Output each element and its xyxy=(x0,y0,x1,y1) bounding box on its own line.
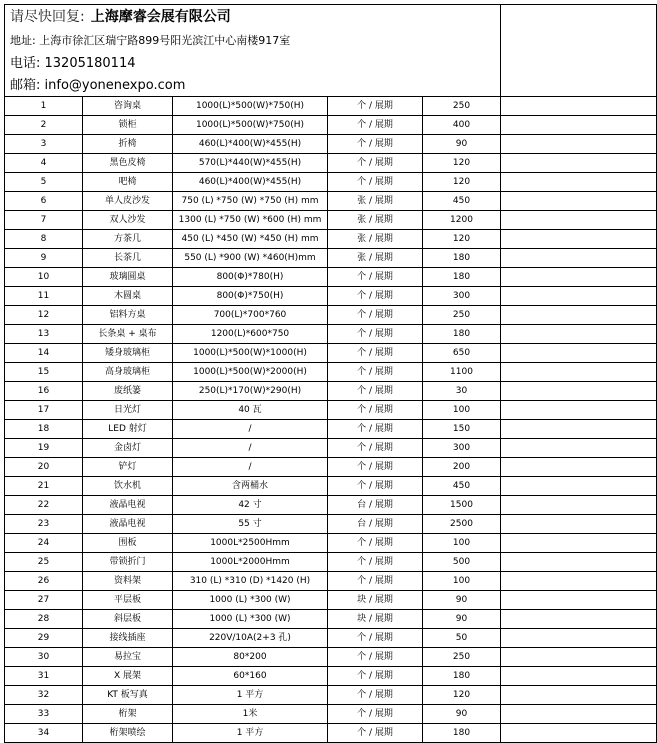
item-name: 咨询桌 xyxy=(83,97,173,116)
item-spec: 1000(L)*500(W)*750(H) xyxy=(173,97,328,116)
item-unit: 张 / 展期 xyxy=(328,249,423,268)
reply-cell xyxy=(5,5,501,31)
item-spec: 700(L)*700*760 xyxy=(173,306,328,325)
item-unit: 个 / 展期 xyxy=(328,401,423,420)
blank-cell xyxy=(501,325,657,344)
table-row xyxy=(5,173,657,192)
item-spec: 800(Φ)*780(H) xyxy=(173,268,328,287)
item-spec: 1000(L)*500(W)*2000(H) xyxy=(173,363,328,382)
item-number: 33 xyxy=(5,705,83,724)
item-unit: 个 / 展期 xyxy=(328,458,423,477)
table-row xyxy=(5,401,657,420)
item-number: 18 xyxy=(5,420,83,439)
item-unit: 个 / 展期 xyxy=(328,382,423,401)
item-name: 废纸篓 xyxy=(83,382,173,401)
item-price: 30 xyxy=(423,382,501,401)
item-spec: 1000L*2500Hmm xyxy=(173,534,328,553)
item-price: 250 xyxy=(423,306,501,325)
item-price: 90 xyxy=(423,610,501,629)
item-spec: 60*160 xyxy=(173,667,328,686)
item-name: 带锁折门 xyxy=(83,553,173,572)
item-number: 4 xyxy=(5,154,83,173)
blank-cell xyxy=(501,344,657,363)
item-name: 金卤灯 xyxy=(83,439,173,458)
item-number: 22 xyxy=(5,496,83,515)
table-row xyxy=(5,629,657,648)
item-number: 23 xyxy=(5,515,83,534)
item-unit: 个 / 展期 xyxy=(328,154,423,173)
item-name: 铲灯 xyxy=(83,458,173,477)
item-price: 400 xyxy=(423,116,501,135)
item-price: 1200 xyxy=(423,211,501,230)
item-unit: 个 / 展期 xyxy=(328,287,423,306)
item-spec: 1000(L)*500(W)*750(H) xyxy=(173,116,328,135)
blank-cell xyxy=(501,306,657,325)
item-name: 桁架 xyxy=(83,705,173,724)
item-unit: 个 / 展期 xyxy=(328,420,423,439)
item-number: 25 xyxy=(5,553,83,572)
table-row xyxy=(5,116,657,135)
blank-cell xyxy=(501,249,657,268)
item-spec: 40 瓦 xyxy=(173,401,328,420)
blank-cell xyxy=(501,572,657,591)
item-spec: 1000 (L) *300 (W) xyxy=(173,610,328,629)
item-spec: 1米 xyxy=(173,705,328,724)
item-number: 29 xyxy=(5,629,83,648)
item-price: 250 xyxy=(423,97,501,116)
item-name: 双人沙发 xyxy=(83,211,173,230)
item-name: X 展架 xyxy=(83,667,173,686)
item-price: 120 xyxy=(423,173,501,192)
item-name: 长茶几 xyxy=(83,249,173,268)
item-name: 长条桌 + 桌布 xyxy=(83,325,173,344)
table-row xyxy=(5,249,657,268)
item-number: 15 xyxy=(5,363,83,382)
table-row xyxy=(5,667,657,686)
item-number: 3 xyxy=(5,135,83,154)
blank-cell xyxy=(501,211,657,230)
item-number: 7 xyxy=(5,211,83,230)
item-number: 20 xyxy=(5,458,83,477)
price-sheet xyxy=(4,4,656,743)
item-number: 9 xyxy=(5,249,83,268)
table-row xyxy=(5,268,657,287)
item-number: 13 xyxy=(5,325,83,344)
item-number: 6 xyxy=(5,192,83,211)
blank-cell xyxy=(501,724,657,743)
table-row xyxy=(5,287,657,306)
item-spec: 80*200 xyxy=(173,648,328,667)
item-number: 28 xyxy=(5,610,83,629)
table-row xyxy=(5,230,657,249)
item-name: LED 射灯 xyxy=(83,420,173,439)
item-spec: 550 (L) *900 (W) *460(H)mm xyxy=(173,249,328,268)
item-price: 180 xyxy=(423,325,501,344)
item-unit: 个 / 展期 xyxy=(328,173,423,192)
item-number: 8 xyxy=(5,230,83,249)
item-price: 90 xyxy=(423,705,501,724)
item-spec: 1 平方 xyxy=(173,724,328,743)
item-unit: 个 / 展期 xyxy=(328,268,423,287)
blank-cell xyxy=(501,97,657,116)
item-price: 250 xyxy=(423,648,501,667)
item-name: 矮身玻璃柜 xyxy=(83,344,173,363)
email-text: 邮箱: info@yonenexpo.com xyxy=(10,77,186,93)
blank-cell xyxy=(501,230,657,249)
table-row xyxy=(5,458,657,477)
item-unit: 台 / 展期 xyxy=(328,515,423,534)
table-row xyxy=(5,97,657,116)
item-spec: 570(L)*440(W)*455(H) xyxy=(173,154,328,173)
blank-cell xyxy=(501,287,657,306)
table-row xyxy=(5,724,657,743)
item-spec: 750 (L) *750 (W) *750 (H) mm xyxy=(173,192,328,211)
blank-cell xyxy=(501,648,657,667)
item-price: 2500 xyxy=(423,515,501,534)
table-row xyxy=(5,325,657,344)
blank-cell xyxy=(501,135,657,154)
blank-cell xyxy=(501,382,657,401)
table-row xyxy=(5,553,657,572)
item-price: 200 xyxy=(423,458,501,477)
item-unit: 个 / 展期 xyxy=(328,667,423,686)
item-spec: / xyxy=(173,420,328,439)
item-name: 折椅 xyxy=(83,135,173,154)
item-number: 1 xyxy=(5,97,83,116)
item-name: 锁柜 xyxy=(83,116,173,135)
table-row xyxy=(5,705,657,724)
item-spec: 800(Φ)*750(H) xyxy=(173,287,328,306)
item-price: 100 xyxy=(423,572,501,591)
item-unit: 个 / 展期 xyxy=(328,572,423,591)
item-price: 180 xyxy=(423,667,501,686)
item-price: 90 xyxy=(423,135,501,154)
item-price: 1500 xyxy=(423,496,501,515)
item-name: 桁架喷绘 xyxy=(83,724,173,743)
item-number: 30 xyxy=(5,648,83,667)
blank-cell xyxy=(501,534,657,553)
item-unit: 个 / 展期 xyxy=(328,325,423,344)
table-row xyxy=(5,135,657,154)
table-row xyxy=(5,344,657,363)
item-price: 100 xyxy=(423,534,501,553)
item-name: 平层板 xyxy=(83,591,173,610)
item-price: 50 xyxy=(423,629,501,648)
table-row xyxy=(5,154,657,173)
item-unit: 个 / 展期 xyxy=(328,135,423,154)
blank-cell xyxy=(501,667,657,686)
item-unit: 个 / 展期 xyxy=(328,477,423,496)
item-spec: / xyxy=(173,439,328,458)
item-price: 100 xyxy=(423,401,501,420)
item-unit: 个 / 展期 xyxy=(328,306,423,325)
item-number: 24 xyxy=(5,534,83,553)
item-unit: 个 / 展期 xyxy=(328,97,423,116)
item-unit: 个 / 展期 xyxy=(328,363,423,382)
item-number: 14 xyxy=(5,344,83,363)
item-number: 32 xyxy=(5,686,83,705)
item-name: 方茶几 xyxy=(83,230,173,249)
item-unit: 个 / 展期 xyxy=(328,724,423,743)
blank-cell xyxy=(501,705,657,724)
blank-cell xyxy=(501,439,657,458)
item-number: 34 xyxy=(5,724,83,743)
item-price: 120 xyxy=(423,230,501,249)
table-row xyxy=(5,211,657,230)
item-name: 木圆桌 xyxy=(83,287,173,306)
blank-cell xyxy=(501,686,657,705)
table-row xyxy=(5,192,657,211)
item-unit: 个 / 展期 xyxy=(328,439,423,458)
blank-cell xyxy=(501,154,657,173)
price-table xyxy=(4,4,657,743)
item-price: 450 xyxy=(423,192,501,211)
item-name: 吧椅 xyxy=(83,173,173,192)
item-name: 接线插座 xyxy=(83,629,173,648)
blank-cell xyxy=(501,515,657,534)
table-row xyxy=(5,686,657,705)
header-row-reply xyxy=(5,5,657,31)
item-price: 450 xyxy=(423,477,501,496)
item-price: 300 xyxy=(423,287,501,306)
item-unit: 台 / 展期 xyxy=(328,496,423,515)
table-row xyxy=(5,610,657,629)
item-name: 铝料方桌 xyxy=(83,306,173,325)
item-spec: / xyxy=(173,458,328,477)
address-cell xyxy=(5,30,501,52)
item-name: 高身玻璃柜 xyxy=(83,363,173,382)
item-unit: 张 / 展期 xyxy=(328,192,423,211)
item-spec: 含两桶水 xyxy=(173,477,328,496)
table-row xyxy=(5,534,657,553)
item-spec: 220V/10A(2+3 孔) xyxy=(173,629,328,648)
reply-label: 请尽快回复: xyxy=(10,8,85,25)
item-number: 2 xyxy=(5,116,83,135)
blank-cell xyxy=(501,420,657,439)
item-unit: 块 / 展期 xyxy=(328,591,423,610)
item-spec: 460(L)*400(W)*455(H) xyxy=(173,173,328,192)
item-unit: 个 / 展期 xyxy=(328,686,423,705)
blank-cell xyxy=(501,591,657,610)
blank-cell xyxy=(501,553,657,572)
item-spec: 250(L)*170(W)*290(H) xyxy=(173,382,328,401)
item-spec: 1 平方 xyxy=(173,686,328,705)
item-spec: 1000(L)*500(W)*1000(H) xyxy=(173,344,328,363)
item-unit: 个 / 展期 xyxy=(328,116,423,135)
item-number: 21 xyxy=(5,477,83,496)
header-blank-cell xyxy=(501,5,657,97)
item-unit: 个 / 展期 xyxy=(328,705,423,724)
blank-cell xyxy=(501,192,657,211)
item-number: 10 xyxy=(5,268,83,287)
table-row xyxy=(5,420,657,439)
item-name: 液晶电视 xyxy=(83,515,173,534)
table-row xyxy=(5,363,657,382)
table-row xyxy=(5,496,657,515)
item-number: 5 xyxy=(5,173,83,192)
table-row xyxy=(5,477,657,496)
item-spec: 460(L)*400(W)*455(H) xyxy=(173,135,328,154)
item-name: KT 板写真 xyxy=(83,686,173,705)
blank-cell xyxy=(501,458,657,477)
phone-text: 电话: 13205180114 xyxy=(10,55,136,71)
item-spec: 310 (L) *310 (D) *1420 (H) xyxy=(173,572,328,591)
blank-cell xyxy=(501,268,657,287)
address-text: 地址: 上海市徐汇区瑞宁路899号阳光滨江中心南楼917室 xyxy=(10,33,291,47)
blank-cell xyxy=(501,363,657,382)
item-price: 650 xyxy=(423,344,501,363)
item-name: 资料架 xyxy=(83,572,173,591)
item-price: 1100 xyxy=(423,363,501,382)
item-name: 饮水机 xyxy=(83,477,173,496)
item-name: 易拉宝 xyxy=(83,648,173,667)
blank-cell xyxy=(501,629,657,648)
blank-cell xyxy=(501,173,657,192)
item-spec: 450 (L) *450 (W) *450 (H) mm xyxy=(173,230,328,249)
item-name: 斜层板 xyxy=(83,610,173,629)
item-number: 31 xyxy=(5,667,83,686)
item-unit: 个 / 展期 xyxy=(328,629,423,648)
blank-cell xyxy=(501,116,657,135)
item-unit: 个 / 展期 xyxy=(328,553,423,572)
item-unit: 张 / 展期 xyxy=(328,211,423,230)
table-row xyxy=(5,591,657,610)
item-number: 11 xyxy=(5,287,83,306)
item-spec: 1000L*2000Hmm xyxy=(173,553,328,572)
item-name: 日光灯 xyxy=(83,401,173,420)
item-number: 19 xyxy=(5,439,83,458)
item-number: 16 xyxy=(5,382,83,401)
table-row xyxy=(5,382,657,401)
table-row xyxy=(5,515,657,534)
blank-cell xyxy=(501,610,657,629)
item-spec: 1300 (L) *750 (W) *600 (H) mm xyxy=(173,211,328,230)
item-price: 180 xyxy=(423,268,501,287)
item-name: 黑色皮椅 xyxy=(83,154,173,173)
table-row xyxy=(5,648,657,667)
item-unit: 个 / 展期 xyxy=(328,534,423,553)
item-price: 120 xyxy=(423,686,501,705)
item-number: 17 xyxy=(5,401,83,420)
item-name: 液晶电视 xyxy=(83,496,173,515)
item-price: 150 xyxy=(423,420,501,439)
item-spec: 55 寸 xyxy=(173,515,328,534)
table-row xyxy=(5,439,657,458)
item-price: 300 xyxy=(423,439,501,458)
item-price: 120 xyxy=(423,154,501,173)
table-row xyxy=(5,572,657,591)
blank-cell xyxy=(501,477,657,496)
item-price: 90 xyxy=(423,591,501,610)
company-name: 上海摩睿会展有限公司 xyxy=(90,8,231,25)
item-unit: 块 / 展期 xyxy=(328,610,423,629)
item-unit: 张 / 展期 xyxy=(328,230,423,249)
phone-cell xyxy=(5,52,501,76)
blank-cell xyxy=(501,496,657,515)
table-row xyxy=(5,306,657,325)
item-unit: 个 / 展期 xyxy=(328,648,423,667)
blank-cell xyxy=(501,401,657,420)
email-cell xyxy=(5,76,501,97)
item-spec: 1000 (L) *300 (W) xyxy=(173,591,328,610)
item-spec: 42 寸 xyxy=(173,496,328,515)
item-unit: 个 / 展期 xyxy=(328,344,423,363)
item-number: 26 xyxy=(5,572,83,591)
item-name: 单人皮沙发 xyxy=(83,192,173,211)
item-price: 180 xyxy=(423,249,501,268)
item-price: 180 xyxy=(423,724,501,743)
item-name: 围板 xyxy=(83,534,173,553)
item-number: 27 xyxy=(5,591,83,610)
item-spec: 1200(L)*600*750 xyxy=(173,325,328,344)
item-number: 12 xyxy=(5,306,83,325)
item-name: 玻璃圆桌 xyxy=(83,268,173,287)
item-price: 500 xyxy=(423,553,501,572)
